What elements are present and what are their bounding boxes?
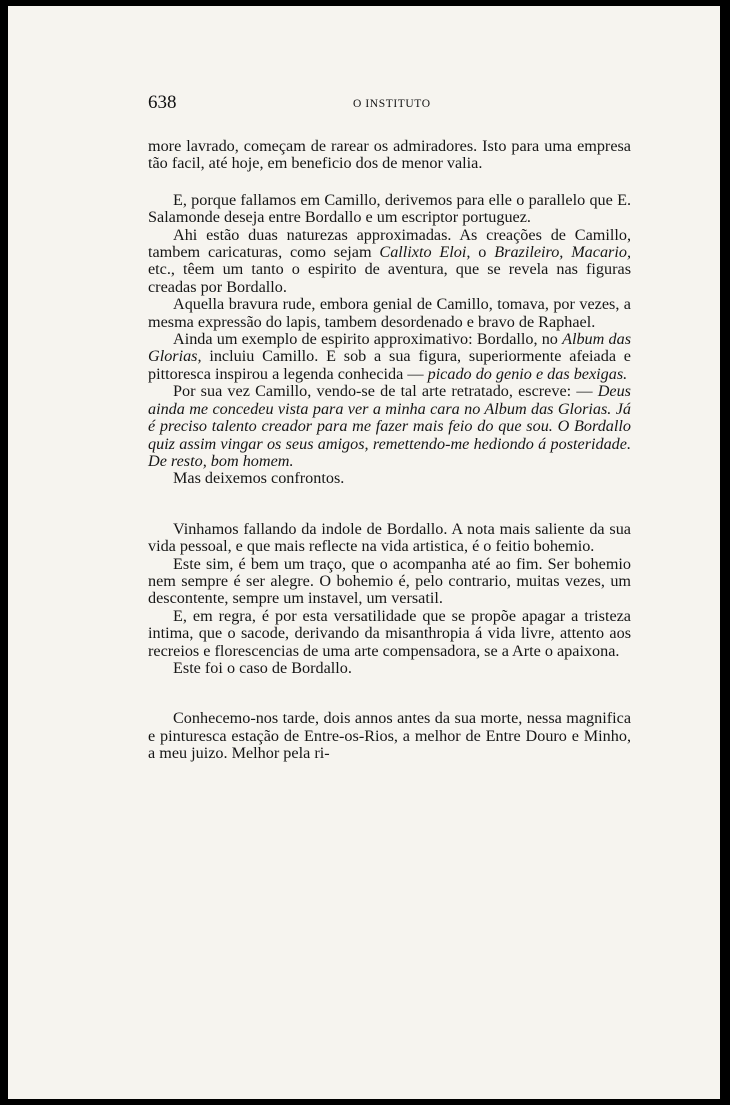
text-segment: etc., têem um tanto o espirito de aventura, que se revela nas figuras creadas por Bordallo.	[148, 260, 631, 296]
paragraph	[148, 383, 631, 470]
paragraph	[148, 660, 631, 677]
italic-title: Callixto Eloi,	[379, 243, 471, 262]
text-segment: Por sua vez Camillo, vendo-se de tal arte retratado, escreve: —	[173, 382, 598, 401]
paragraph	[148, 710, 631, 762]
text-segment: Vinhamos fallando da indole de Bordallo. A nota mais saliente da sua vida pessoal, e que mais reflecte na vida artistica, é o feitio bohemio.	[148, 519, 631, 556]
book-page	[8, 6, 720, 1099]
italic-quote: Deus ainda me concedeu vista para ver a minha cara no Album das Glorias. Já é preciso talento creador para me fazer mais feio do que sou. O Bordallo quiz assim vingar os seus amigos, remettendo-me hediondo á posteridade. De resto, bom homem.	[148, 382, 631, 470]
paragraph	[148, 227, 631, 297]
page-header	[148, 92, 633, 118]
paragraph	[148, 331, 631, 383]
paragraph	[148, 521, 631, 556]
paragraph	[148, 192, 631, 227]
text-segment: Este sim, é bem um traço, que o acompanha até ao fim. Ser bohemio nem sempre é ser alegre. O bohemio é, pelo contrario, muitas vezes, um descontente, sempre um instavel, um versatil.	[148, 554, 631, 608]
text-segment: o	[470, 243, 495, 262]
text-segment: Este foi o caso de Bordallo.	[173, 658, 352, 677]
text-segment: Conhecemo-nos tarde, dois annos antes da sua morte, nessa magnifica e pinturesca estação de Entre-os-Rios, a melhor de Entre Douro e Minho, a meu juizo. Melhor pela ri-	[148, 709, 631, 763]
body-text	[148, 138, 631, 763]
text-segment: Aquella bravura rude, embora genial de Camillo, tomava, por vezes, a mesma expressão do lapis, tambem desordenado e bravo de Raphael.	[148, 295, 631, 331]
paragraph	[148, 138, 631, 173]
text-segment: E, porque fallamos em Camillo, derivemos para elle o parallelo que E. Salamonde deseja entre Bordallo e um escriptor portuguez.	[148, 190, 631, 227]
text-segment: incluiu Camillo. E sob a sua figura, superiormente afeiada e pittoresca inspirou a legenda conhecida —	[148, 347, 631, 383]
italic-title: Brazileiro, Macario,	[494, 243, 631, 262]
italic-quote: picado do genio e das bexigas.	[427, 364, 628, 383]
text-segment: Mas deixemos confrontos.	[173, 469, 345, 488]
paragraph	[148, 608, 631, 660]
paragraph	[148, 470, 631, 487]
italic-title: Album das Glorias,	[148, 330, 631, 366]
running-head: O INSTITUTO	[353, 98, 431, 110]
paragraph	[148, 556, 631, 608]
text-segment: E, em regra, é por esta versatilidade que se propõe apagar a tristeza intima, que o sacode, derivando da misanthropia á vida livre, attento aos recreios e florescencias de uma arte compensadora, se a Arte o apaixona.	[148, 606, 631, 660]
text-segment: Ainda um exemplo de espirito approximativo: Bordallo, no	[173, 330, 563, 349]
text-segment: more lavrado, começam de rarear os admiradores. Isto para uma empresa tão facil, até hoje, em beneficio dos de menor valia.	[148, 137, 631, 173]
paragraph	[148, 296, 631, 331]
text-segment: Ahi estão duas naturezas approximadas. As creações de Camillo, tambem caricaturas, como sejam	[148, 225, 631, 262]
page-number: 638	[148, 92, 177, 113]
